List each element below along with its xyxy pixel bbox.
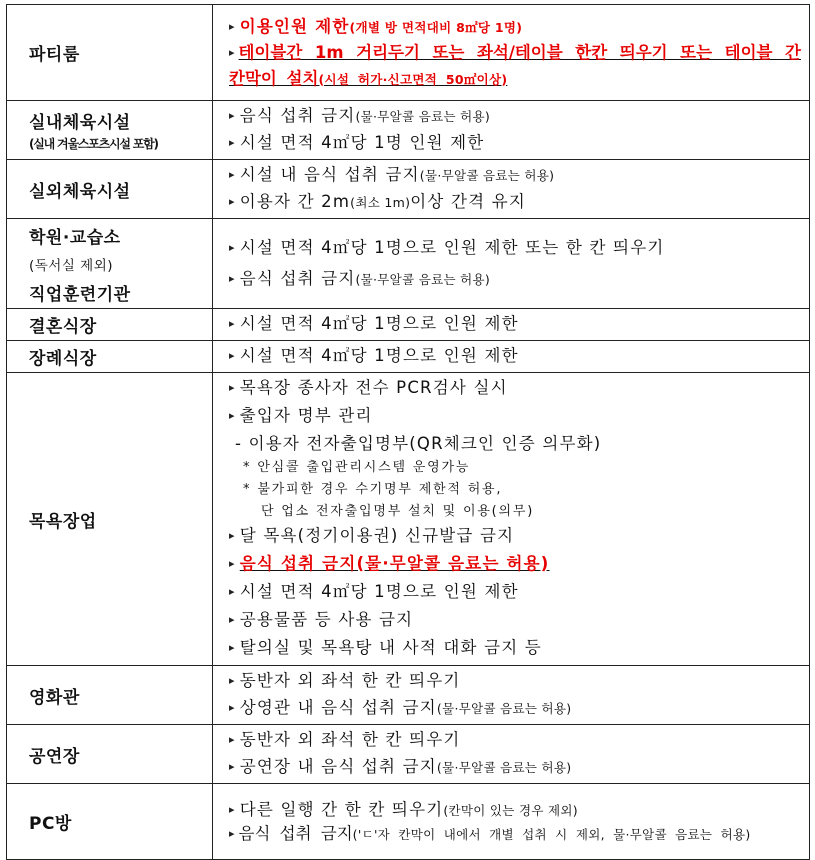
table-row xyxy=(7,219,810,309)
table-row xyxy=(7,5,810,101)
category-academy: 학원·교습소 (독서실 제외) 직업훈련기관 xyxy=(7,219,213,309)
regulation-table xyxy=(6,4,810,860)
list-item-continuation: 단 업소 전자출입명부 설치 및 이용(의무) xyxy=(261,504,535,519)
list-item: ▸ 테이블간 1m 거리두기 또는 좌석/테이블 한칸 띄우기 또는 테이블 간 칸막이 설치(시설 허가·신고면적 50㎡이상) xyxy=(229,42,801,88)
table-row xyxy=(7,309,810,341)
list-item: ▸ 상영관 내 음식 섭취 금지(물·무알콜 음료는 허용) xyxy=(229,698,572,717)
category-outdoor-sports: 실외체육시설 xyxy=(7,160,213,219)
category-theater: 공연장 xyxy=(7,725,213,784)
list-item: ▸ 시설 면적 4㎡당 1명으로 인원 제한 xyxy=(229,314,519,333)
category-indoor-sports: 실내체육시설 (실내 겨울스포츠시설 포함) xyxy=(7,101,213,160)
list-item: ▸ 이용자 간 2m(최소 1m)이상 간격 유지 xyxy=(229,192,526,211)
rules-bath-house xyxy=(213,373,810,666)
rules-theater xyxy=(213,725,810,784)
rules-academy xyxy=(213,219,810,309)
table-row xyxy=(7,101,810,160)
rules-indoor-sports xyxy=(213,101,810,160)
list-item: ▸ 공용물품 등 사용 금지 xyxy=(229,610,414,629)
category-bath-house: 목욕장업 xyxy=(7,373,213,666)
list-item: ▸ 공연장 내 음식 섭취 금지(물·무알콜 음료는 허용) xyxy=(229,757,572,776)
table-row xyxy=(7,784,810,860)
list-item: ▸ 동반자 외 좌석 한 칸 띄우기 xyxy=(229,671,461,690)
rules-pc-room xyxy=(213,784,810,860)
category-funeral-hall: 장례식장 xyxy=(7,341,213,373)
list-item: ▸ 음식 섭취 금지('ㄷ'자 칸막이 내에서 개별 섭취 시 제외, 물·무알콜 음료는 허용) xyxy=(229,824,751,843)
table-row xyxy=(7,666,810,725)
list-item: ▸ 시설 면적 4㎡당 1명으로 인원 제한 xyxy=(229,346,519,365)
table-row xyxy=(7,160,810,219)
list-item: ▸ 출입자 명부 관리 xyxy=(229,406,373,425)
list-item: ▸ 다른 일행 간 한 칸 띄우기(칸막이 있는 경우 제외) xyxy=(229,800,578,819)
list-item: * 안심콜 출입관리시스템 운영가능 xyxy=(243,460,471,475)
list-item: ▸ 시설 내 음식 섭취 금지(물·무알콜 음료는 허용) xyxy=(229,165,555,184)
list-item: ▸ 음식 섭취 금지(물·무알콜 음료는 허용) xyxy=(229,554,550,573)
list-item: ▸ 시설 면적 4㎡당 1명으로 인원 제한 xyxy=(229,582,519,601)
category-pc-room: PC방 xyxy=(7,784,213,860)
category-cinema: 영화관 xyxy=(7,666,213,725)
list-item: ▸ 음식 섭취 금지(물·무알콜 음료는 허용) xyxy=(229,268,491,288)
table-row xyxy=(7,373,810,666)
table-row xyxy=(7,341,810,373)
list-item: ▸ 이용인원 제한(개별 방 면적대비 8㎡당 1명) xyxy=(229,16,523,36)
list-item: * 불가피한 경우 수기명부 제한적 허용, xyxy=(243,482,503,497)
list-item: ▸ 탈의실 및 목욕탕 내 사적 대화 금지 등 xyxy=(229,638,542,657)
category-party-room: 파티룸 xyxy=(7,5,213,101)
list-item: ▸ 달 목욕(정기이용권) 신규발급 금지 xyxy=(229,526,515,545)
rules-wedding-hall xyxy=(213,309,810,341)
list-item: ▸ 목욕장 종사자 전수 PCR검사 실시 xyxy=(229,378,508,397)
list-item: ▸ 시설 면적 4㎡당 1명으로 인원 제한 또는 한 칸 띄우기 xyxy=(229,237,665,257)
rules-outdoor-sports xyxy=(213,160,810,219)
rules-party-room xyxy=(213,5,810,101)
table-row xyxy=(7,725,810,784)
category-wedding-hall: 결혼식장 xyxy=(7,309,213,341)
rules-cinema xyxy=(213,666,810,725)
list-item: ▸ 음식 섭취 금지(물·무알콜 음료는 허용) xyxy=(229,106,491,125)
list-item: - 이용자 전자출입명부(QR체크인 인증 의무화) xyxy=(235,434,602,453)
list-item: ▸ 동반자 외 좌석 한 칸 띄우기 xyxy=(229,730,461,749)
list-item: ▸ 시설 면적 4㎡당 1명 인원 제한 xyxy=(229,133,485,152)
rules-funeral-hall xyxy=(213,341,810,373)
